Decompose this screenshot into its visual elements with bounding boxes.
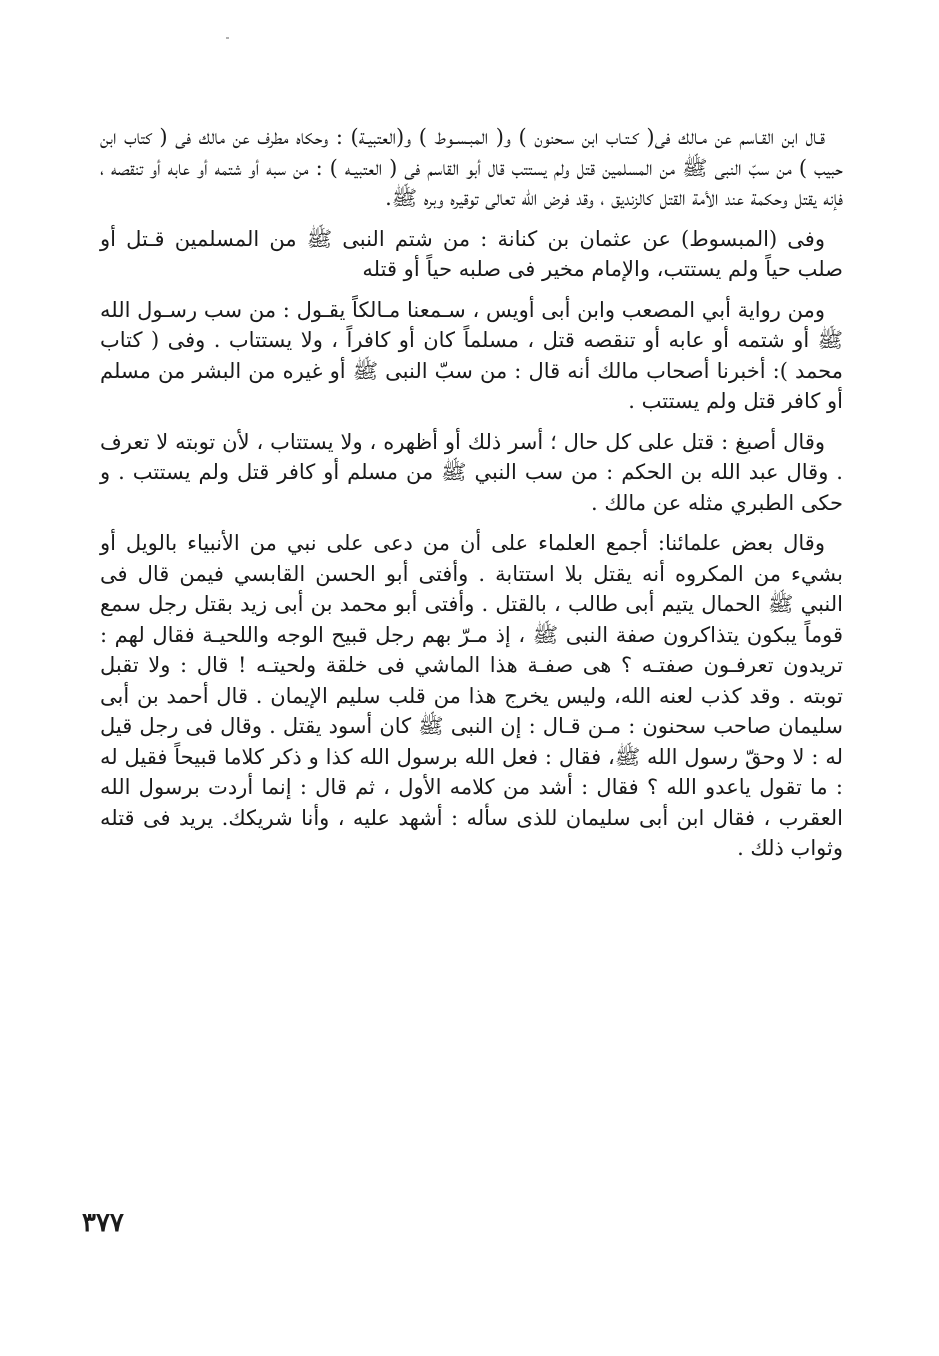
paragraph-3: ومن رواية أبي المصعب وابن أبى أويس ، سـمعنا مـالكاً يقـول : من سب رسـول الله ﷺ أو شتمه أو عابه أو تنقصه قتل ، مسلماً كان أو كافراً ، ولا يستتاب . وفى ( كتاب محمد ): أخبرنا أصحاب مالك أنه قال : من سبّ النبى ﷺ أو غيره من البشر من مسلم أو كافر قتل ولم يستتب . [100, 297, 843, 413]
paragraph-2: وفى (المبسوط) عن عثمان بن كنانة : من شتم النبى ﷺ من المسلمين قـتل أو صلب حياً ولم يستتب، والإمام مخير فى صلبه حياً أو قتله [100, 226, 843, 281]
paragraph-4: وقال أصبغ : قتل على كل حال ؛ أسر ذلك أو أظهره ، ولا يستتاب ، لأن توبته لا تعرف . وقال عبد الله بن الحكم : من سب النبي ﷺ من مسلم أو كافر قتل ولم يستتب . و حكى الطبري مثله عن مالك . [100, 429, 843, 515]
page-number: ٣٧٧ [82, 1208, 124, 1238]
paragraph-5: وقال بعض علمائنا: أجمع العلماء على أن من دعى على نبي من الأنبياء بالويل أو بشيء من المكروه أنه يقتل بلا استتابة . وأفتى أبو الحسن القابسي فيمن قال فى النبي ﷺ الحمال يتيم أبى طالب ، بالقتل . وأفتى أبو محمد بن أبى زيد بقتل رجل سمع قوماً يبكون يتذاكرون صفة النبى ﷺ ، إذ مـرّ بهم رجل قبيح الوجه واللحيـة فقال لهم : تريدون تعرفـون صفتـه ؟ هى صفـة هذا الماشي فى خلقة ولحيتـه ! قال : ولا تقبل توبته . وقد كذب لعنه الله، وليس يخرج هذا من قلب سليم الإيمان . قال أحمد بن أبى سليمان صاحب سحنون : مـن قـال : إن النبى ﷺ كان أسود يقتل . وقال فى رجل قيل له : لا وحقّ رسول الله ﷺ، فقال : فعل الله برسول الله كذا و ذكر كلاما قبيحاً فقيل له : ما تقول ياعدو الله ؟ فقال : أشد من كلامه الأول ، ثم قال : إنما أردت برسول الله العقرب ، فقال ابن أبى سليمان للذى سأله : أشهد عليه ، وأنا شريكك. يريد فى قتله وثواب ذلك . [100, 531, 843, 860]
paragraph-1: قـال ابن القـاسم عن مـالك فى( كـتـاب ابن سـحنون ) و( المبـسـوط ) و(العتبيـة) : وحكاه مطرف عن مالك فى ( كتاب ابن حبيب ) من سبّ النبى ﷺ من المسلمين قتل ولم يستتب قال أبو القاسم فى ( العتبيـه ) : من سبه أو شتمه أو عابه أو تنقصه ، فإنه يقتل وحكمة عند الأمة القتل كالزنديق ، وقد فرض الله تعالى توقيره وبره ﷺ. [100, 125, 843, 210]
body-text [100, 122, 843, 874]
scan-speck [226, 37, 229, 39]
